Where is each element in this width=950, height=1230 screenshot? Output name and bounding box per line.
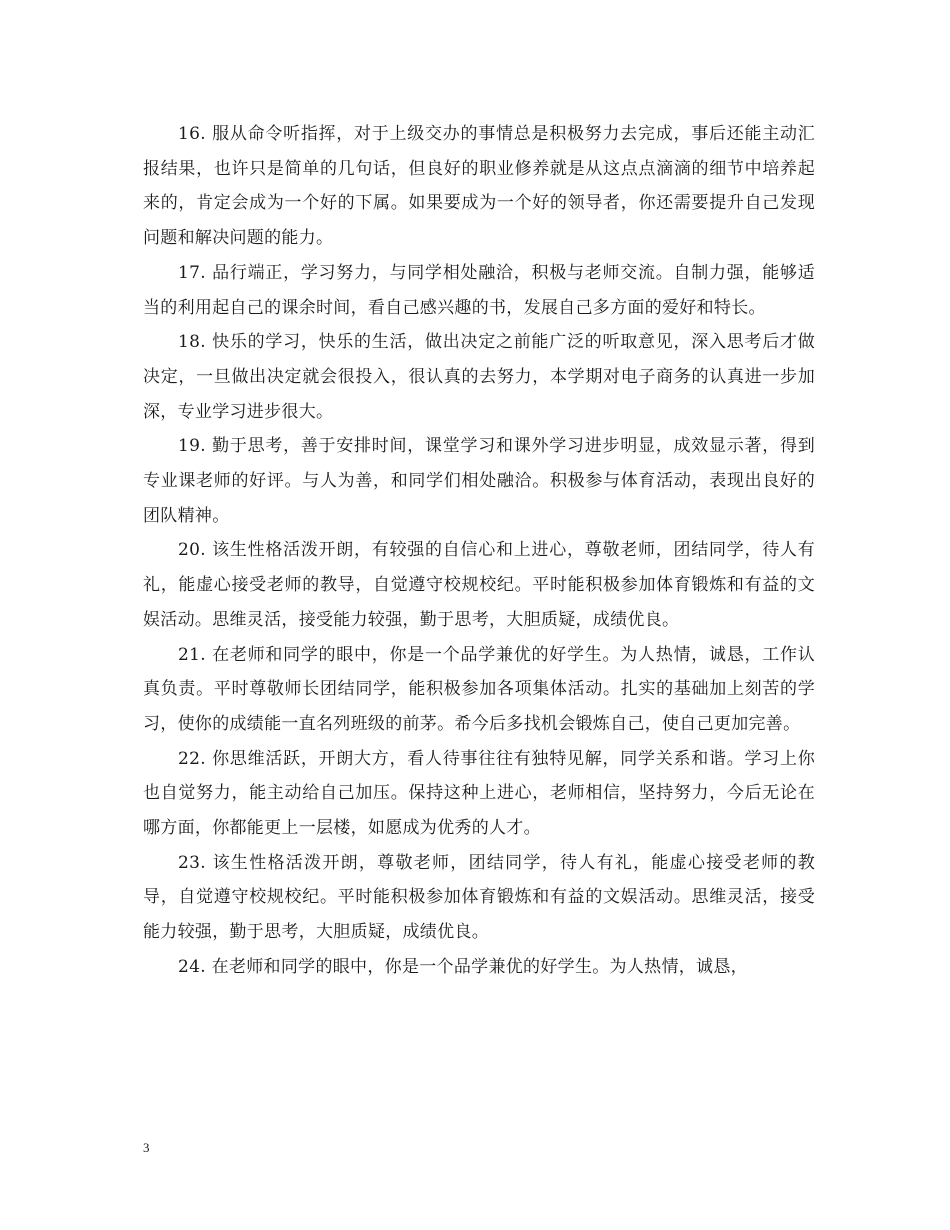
paragraph-23: 23. 该生性格活泼开朗，尊敬老师，团结同学，待人有礼，能虚心接受老师的教导，自觉遵守校规校纪。平时能积极参加体育锻炼和有益的文娱活动。思维灵活，接受能力较强，勤于思考，大胆质疑，成绩优良。: [143, 852, 815, 943]
paragraph-18: 18. 快乐的学习，快乐的生活，做出决定之前能广泛的听取意见，深入思考后才做决定，一旦做出决定就会很投入，很认真的去努力，本学期对电子商务的认真进一步加深，专业学习进步很大。: [143, 332, 815, 422]
paragraph-21: 21. 在老师和同学的眼中，你是一个品学兼优的好学生。为人热情，诚恳，工作认真负责。平时尊敬师长团结同学，能积极参加各项集体活动。扎实的基础加上刻苦的学习，使你的成绩能一直名列班级的前茅。希今后多找机会锻炼自己，使自己更加完善。: [143, 644, 815, 734]
paragraph-20: 20. 该生性格活泼开朗，有较强的自信心和上进心，尊敬老师，团结同学，待人有礼，能虚心接受老师的教导，自觉遵守校规校纪。平时能积极参加体育锻炼和有益的文娱活动。思维灵活，接受能力较强，勤于思考，大胆质疑，成绩优良。: [143, 540, 815, 630]
paragraph-24: 24. 在老师和同学的眼中，你是一个品学兼优的好学生。为人热情，诚恳，: [178, 956, 748, 977]
document-body: [143, 117, 815, 985]
paragraph-17: 17. 品行端正，学习努力，与同学相处融洽，积极与老师交流。自制力强，能够适当的利用起自己的课余时间，看自己感兴趣的书，发展自己多方面的爱好和特长。: [143, 262, 815, 318]
paragraph-16: 16. 服从命令听指挥，对于上级交办的事情总是积极努力去完成，事后还能主动汇报结果，也许只是简单的几句话，但良好的职业修养就是从这点点滴滴的细节中培养起来的，肯定会成为一个好的下属。如果要成为一个好的领导者，你还需要提升自己发现问题和解决问题的能力。: [143, 124, 815, 249]
page-number: 3: [143, 1140, 150, 1155]
paragraph-19: 19. 勤于思考，善于安排时间，课堂学习和课外学习进步明显，成效显示著，得到专业课老师的好评。与人为善，和同学们相处融洽。积极参与体育活动，表现出良好的团队精神。: [143, 436, 815, 526]
paragraph-22: 22. 你思维活跃，开朗大方，看人待事往往有独特见解，同学关系和谐。学习上你也自觉努力，能主动给自己加压。保持这种上进心，老师相信，坚持努力，今后无论在哪方面，你都能更上一层楼，如愿成为优秀的人才。: [143, 748, 815, 839]
